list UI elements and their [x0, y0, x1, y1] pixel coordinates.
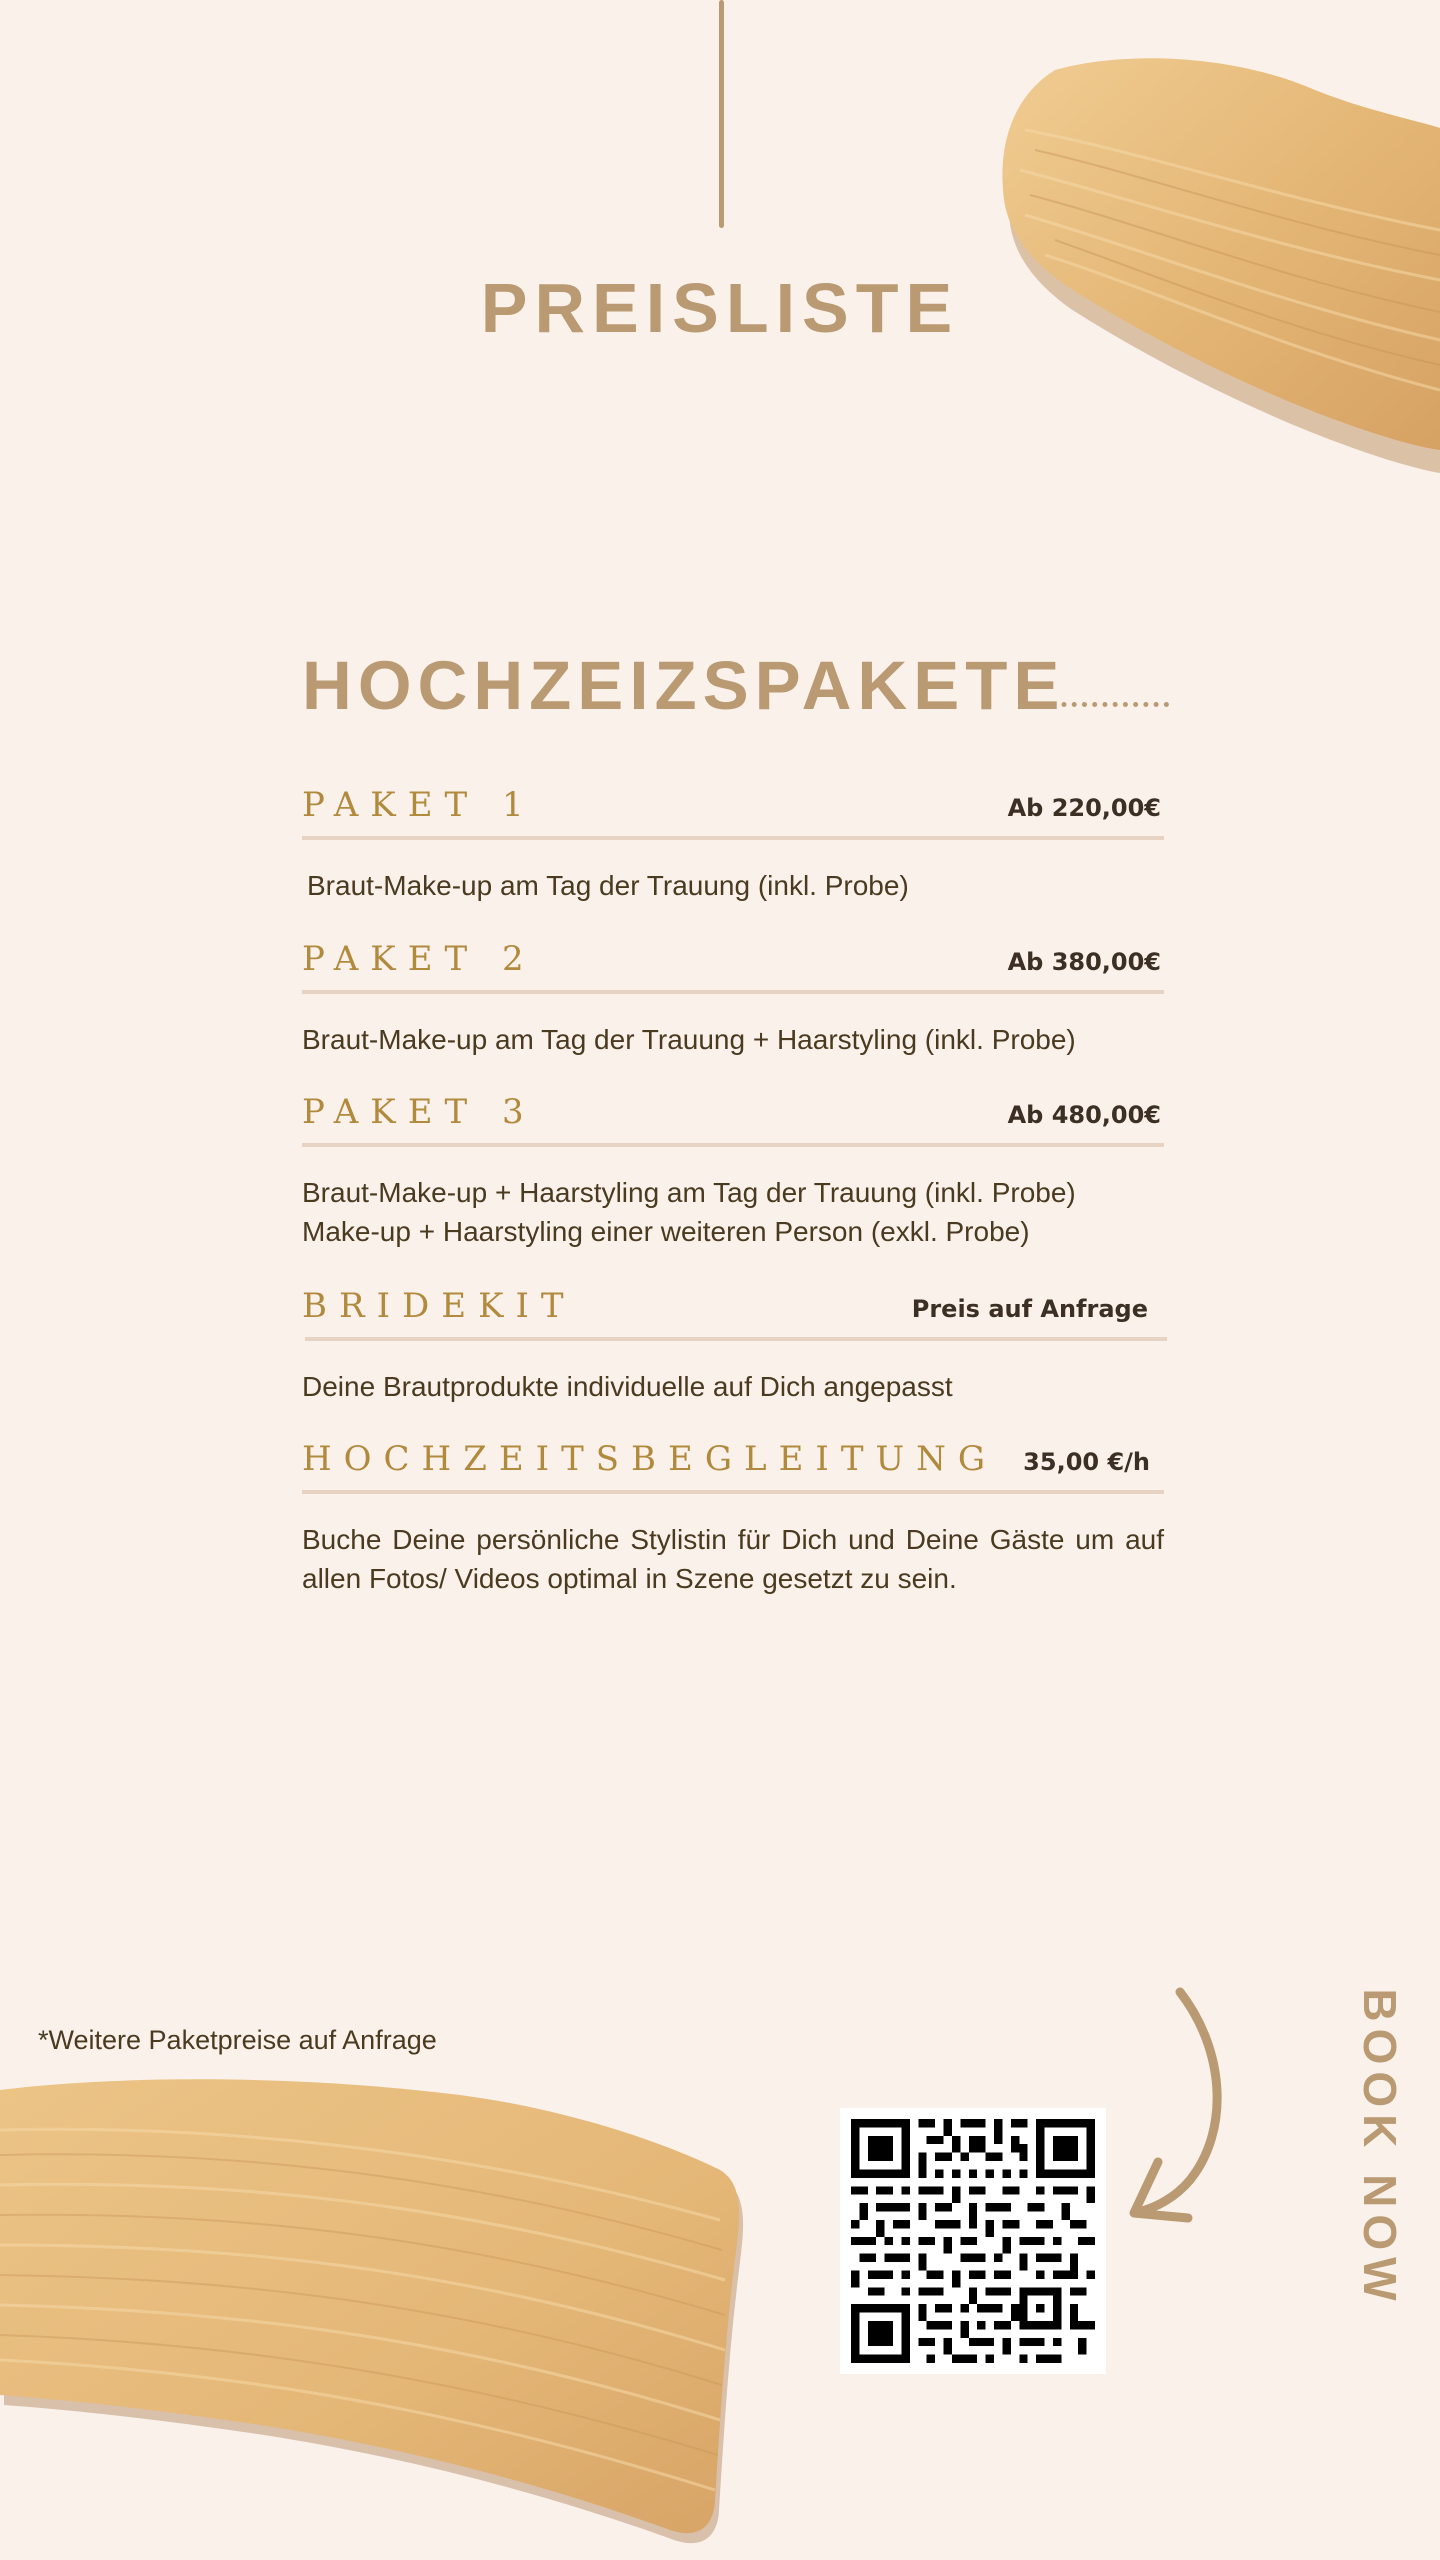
description-line: Braut-Make-up am Tag der Trauung (inkl. Probe)	[307, 870, 909, 901]
package-name: HOCHZEITSBEGLEITUNG	[302, 1439, 998, 1479]
package-price: Ab 480,00€	[1007, 1101, 1161, 1129]
foundation-swatch-bottom	[0, 2050, 760, 2560]
book-now-label[interactable]: BOOK NOW	[1354, 1988, 1406, 2308]
package-description	[307, 866, 1169, 905]
top-divider-line	[719, 0, 724, 228]
package-description	[302, 1173, 1164, 1251]
description-line: Braut-Make-up am Tag der Trauung + Haarstyling (inkl. Probe)	[302, 1024, 1076, 1055]
package-description	[302, 1020, 1164, 1059]
dotted-leader	[1041, 702, 1169, 707]
package-price: Preis auf Anfrage	[911, 1295, 1148, 1323]
footnote: *Weitere Paketpreise auf Anfrage	[38, 2025, 437, 2055]
package-divider	[302, 836, 1164, 840]
package-name: PAKET 3	[302, 1092, 536, 1132]
description-line: Deine Brautprodukte individuelle auf Dich angepasst	[302, 1371, 953, 1402]
package-price: 35,00 €/h	[1023, 1448, 1150, 1476]
section-title: HOCHZEIZSPAKETE	[302, 647, 1066, 724]
curved-arrow-icon	[1110, 1980, 1240, 2240]
description-line: Make-up + Haarstyling einer weiteren Person (exkl. Probe)	[302, 1216, 1030, 1247]
package-divider	[305, 1337, 1167, 1341]
package-price: Ab 380,00€	[1007, 948, 1161, 976]
description-line: Buche Deine persönliche Stylistin für Dich und Deine Gäste um auf allen Fotos/ Videos optimal in Szene gesetzt zu sein.	[302, 1524, 1164, 1594]
package-name: BRIDEKIT	[302, 1286, 576, 1326]
package-divider	[302, 1143, 1164, 1147]
package-name: PAKET 1	[302, 785, 536, 825]
description-line: Braut-Make-up + Haarstyling am Tag der Trauung (inkl. Probe)	[302, 1177, 1076, 1208]
package-divider	[302, 1490, 1164, 1494]
package-divider	[302, 990, 1164, 994]
qr-code-graphic	[851, 2119, 1095, 2363]
package-name: PAKET 2	[302, 939, 536, 979]
qr-code-icon[interactable]	[840, 2108, 1106, 2374]
package-description	[302, 1520, 1164, 1598]
package-description	[302, 1367, 1164, 1406]
page-title: PREISLISTE	[480, 269, 960, 347]
package-price: Ab 220,00€	[1007, 794, 1161, 822]
